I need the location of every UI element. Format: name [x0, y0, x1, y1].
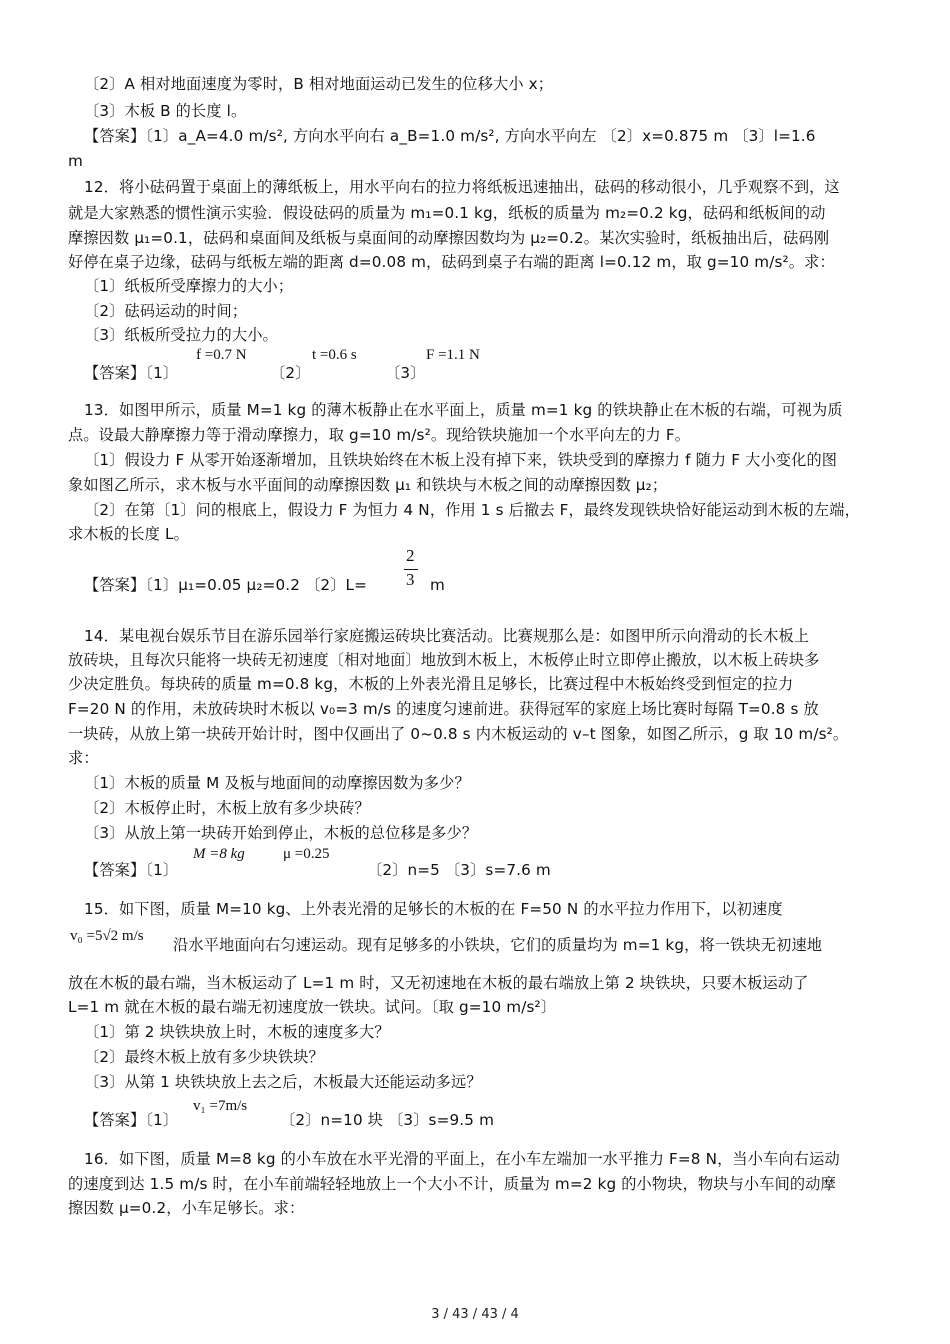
fraction-numerator: 2 — [406, 546, 415, 565]
question-12-line: 摩擦因数 μ₁=0.1，砝码和桌面间及纸板与桌面间的动摩擦因数均为 μ₂=0.2。某次实验时，纸板抽出后，砝码刚 — [68, 229, 830, 247]
answer-text: a_A=4.0 m/s², 方向水平向右 a_B=1.0 m/s², 方向水平向左 〔2〕x=0.875 m 〔3〕l=1.6 — [178, 127, 816, 145]
text-line: 〔2〕A 相对地面速度为零时，B 相对地面运动已发生的位移大小 x； — [84, 75, 554, 93]
question-12-line: 就是大家熟悉的惯性演示实验．假设砝码的质量为 m₁=0.1 kg，纸板的质量为 m₂=0.2 kg，砝码和纸板间的动 — [68, 204, 826, 222]
question-15-line: 〔2〕最终木板上放有多少块铁块？ — [84, 1048, 324, 1066]
question-15-line: 15．如下图，质量 M=10 kg、上外表光滑的足够长的木板的在 F=50 N 的水平拉力作用下，以初速度 — [84, 900, 783, 918]
answer-line: 【答案】〔1〕μ₁=0.05 μ₂=0.2 〔2〕L= — [84, 576, 368, 594]
answer-label: 【答案】〔1〕 — [84, 364, 179, 382]
answer-text: 〔2〕n=10 块 〔3〕s=9.5 m — [280, 1111, 495, 1129]
answer-label: 【答案】〔1〕 — [84, 861, 179, 879]
answer-label: 【答案】〔1〕 — [84, 1111, 179, 1129]
question-13-line: 求木板的长度 L。 — [68, 525, 189, 543]
question-12-line: 12．将小砝码置于桌面上的薄纸板上，用水平向右的拉力将纸板迅速抽出，砝码的移动很小，几乎观察不到，这 — [84, 178, 840, 196]
formula-M: M =8 kg — [193, 846, 245, 862]
formula-mu: μ =0.25 — [283, 846, 330, 862]
question-15-line: 〔1〕第 2 块铁块放上时，木板的速度多大？ — [84, 1023, 390, 1041]
question-14-line: 〔1〕木板的质量 M 及板与地面间的动摩擦因数为多少？ — [84, 774, 470, 792]
answer-label: 【答案】〔1〕 — [84, 127, 179, 145]
formula-v1: v₁ =7m/s — [193, 1098, 248, 1114]
formula-F: F =1.1 N — [426, 347, 480, 363]
question-16-line: 的速度到达 1.5 m/s 时，在小车前端轻轻地放上一个大小不计，质量为 m=2 kg 的小物块，物块与小车间的动摩 — [68, 1175, 836, 1193]
question-15-line: 放在木板的最右端，当木板运动了 L=1 m 时，又无初速地在木板的最右端放上第 2 块铁块，只要木板运动了 — [68, 974, 809, 992]
question-13-line: 象如图乙所示，求木板与水平面间的动摩擦因数 μ₁ 和铁块与木板之间的动摩擦因数 μ₂； — [68, 476, 668, 494]
answer-part-label: 〔2〕 — [270, 364, 311, 382]
question-14-line: 14．某电视台娱乐节目在游乐园举行家庭搬运砖块比赛活动。比赛规那么是：如图甲所示向滑动的长木板上 — [84, 627, 810, 645]
answer-text: 〔2〕n=5 〔3〕s=7.6 m — [367, 861, 551, 879]
question-12-line: 〔1〕纸板所受摩擦力的大小； — [84, 277, 294, 295]
unit-text: m — [430, 576, 445, 594]
question-12-line: 〔3〕纸板所受拉力的大小。 — [84, 326, 278, 344]
question-14-line: 少决定胜负。每块砖的质量 m=0.8 kg，木板的上外表光滑且足够长，比赛过程中木板始终受到恒定的拉力 — [68, 675, 794, 693]
page-footer: 3 / 43 / 43 / 4 — [431, 1307, 519, 1322]
question-15-line: 〔3〕从第 1 块铁块放上去之后，木板最大还能运动多远？ — [84, 1073, 482, 1091]
answer-part-label: 〔3〕 — [385, 364, 426, 382]
question-12-line: 好停在桌子边缘，砝码与纸板左端的距离 d=0.08 m，砝码到桌子右端的距离 l=0.12 m，取 g=10 m/s²。求： — [68, 253, 835, 271]
question-15-line: 沿水平地面向右匀速运动。现有足够多的小铁块，它们的质量均为 m=1 kg，将一铁块无初速地 — [173, 936, 823, 954]
question-14-line: F=20 N 的作用，未放砖块时木板以 v₀=3 m/s 的速度匀速前进。获得冠军的家庭上场比赛时每隔 T=0.8 s 放 — [68, 700, 819, 718]
question-13-line: 点。设最大静摩擦力等于滑动摩擦力，取 g=10 m/s²。现给铁块施加一个水平向左的力 F。 — [68, 426, 691, 444]
question-16-line: 16．如下图，质量 M=8 kg 的小车放在水平光滑的平面上，在小车左端加一水平推力 F=8 N，当小车向右运动 — [84, 1150, 840, 1168]
question-14-line: 一块砖，从放上第一块砖开始计时，图中仅画出了 0~0.8 s 内木板运动的 v–t 图象，如图乙所示，g 取 10 m/s²。 — [68, 725, 849, 743]
question-13-line: 〔2〕在第〔1〕问的根底上，假设力 F 为恒力 4 N，作用 1 s 后撤去 F，最终发现铁块恰好能运动到木板的左端， — [84, 501, 860, 519]
question-15-line: L=1 m 就在木板的最右端无初速度放一铁块。试问。〔取 g=10 m/s²〕 — [68, 998, 557, 1016]
question-16-line: 擦因数 μ=0.2，小车足够长。求： — [68, 1199, 305, 1217]
question-13-line: 13．如图甲所示，质量 M=1 kg 的薄木板静止在水平面上，质量 m=1 kg 的铁块静止在木板的右端，可视为质 — [84, 401, 843, 419]
question-12-line: 〔2〕砝码运动的时间； — [84, 302, 248, 320]
question-14-line: 〔2〕木板停止时，木板上放有多少块砖？ — [84, 799, 370, 817]
question-14-line: 求： — [68, 749, 99, 767]
question-13-line: 〔1〕假设力 F 从零开始逐渐增加，且铁块始终在木板上没有掉下来，铁块受到的摩擦力 f 随力 F 大小变化的图 — [84, 451, 838, 469]
question-14-line: 放砖块，且每次只能将一块砖无初速度〔相对地面〕地放到木板上，木板停止时立即停止搬放，以木板上砖块多 — [68, 651, 820, 669]
formula-v0: v₀ =5√2 m/s — [70, 928, 144, 944]
text-line: 〔3〕木板 B 的长度 l。 — [84, 102, 247, 120]
answer-line — [84, 126, 890, 146]
fraction-denominator: 3 — [406, 570, 415, 589]
text-line: m — [68, 152, 83, 170]
formula-f: f =0.7 N — [196, 347, 247, 363]
formula-t: t =0.6 s — [312, 347, 357, 363]
question-14-line: 〔3〕从放上第一块砖开始到停止，木板的总位移是多少？ — [84, 824, 478, 842]
